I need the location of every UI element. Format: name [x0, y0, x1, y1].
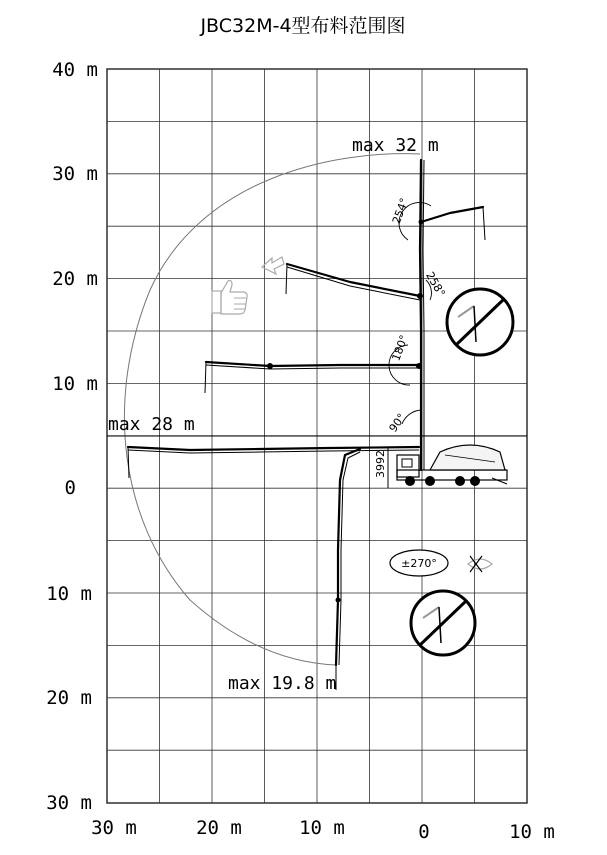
x-tick-label: 10 m — [299, 817, 345, 839]
boom-position-below-ground — [336, 449, 361, 690]
rotate-270-icon — [390, 550, 448, 576]
no-rotate-icon — [468, 556, 492, 572]
reach-envelope-arc — [124, 154, 420, 665]
x-tick-label: 10 m — [509, 821, 555, 843]
angle-label-254: 254° — [389, 196, 412, 226]
boom-position-upper-left — [286, 264, 423, 300]
y-tick-label: 0 — [64, 477, 76, 499]
y-tick-label: 40 m — [52, 59, 98, 81]
thumbs-up-icon — [212, 281, 247, 315]
height-dimension-label: 3992 — [374, 450, 387, 478]
x-axis-labels — [91, 817, 555, 843]
y-tick-label: 20 m — [52, 268, 98, 290]
x-tick-label: 30 m — [91, 817, 137, 839]
diagram-title: JBC32M-4型布料范围图 — [200, 15, 406, 37]
y-axis-labels — [46, 59, 98, 814]
max-reach-label: max 28 m — [108, 414, 195, 435]
y-tick-label: 10 m — [46, 583, 92, 605]
x-tick-label: 20 m — [196, 817, 242, 839]
angle-annotations — [386, 196, 447, 434]
y-tick-label: 20 m — [46, 687, 92, 709]
angle-label-180: 180° — [389, 333, 411, 363]
no-entry-icon — [411, 591, 475, 655]
arrow-left-icon — [262, 257, 284, 274]
max-height-label: max 32 m — [352, 135, 439, 156]
y-tick-label: 30 m — [52, 163, 98, 185]
no-entry-icon — [447, 289, 513, 355]
y-tick-label: 30 m — [46, 792, 92, 814]
angle-label-90: 90° — [386, 411, 409, 435]
angle-label-258: 258° — [423, 269, 448, 300]
slew-label: ±270° — [401, 557, 437, 570]
y-tick-label: 10 m — [52, 373, 98, 395]
x-tick-label: 0 — [418, 821, 430, 843]
max-depth-label: max 19.8 m — [228, 673, 337, 694]
truck-mixer-icon — [397, 445, 507, 486]
